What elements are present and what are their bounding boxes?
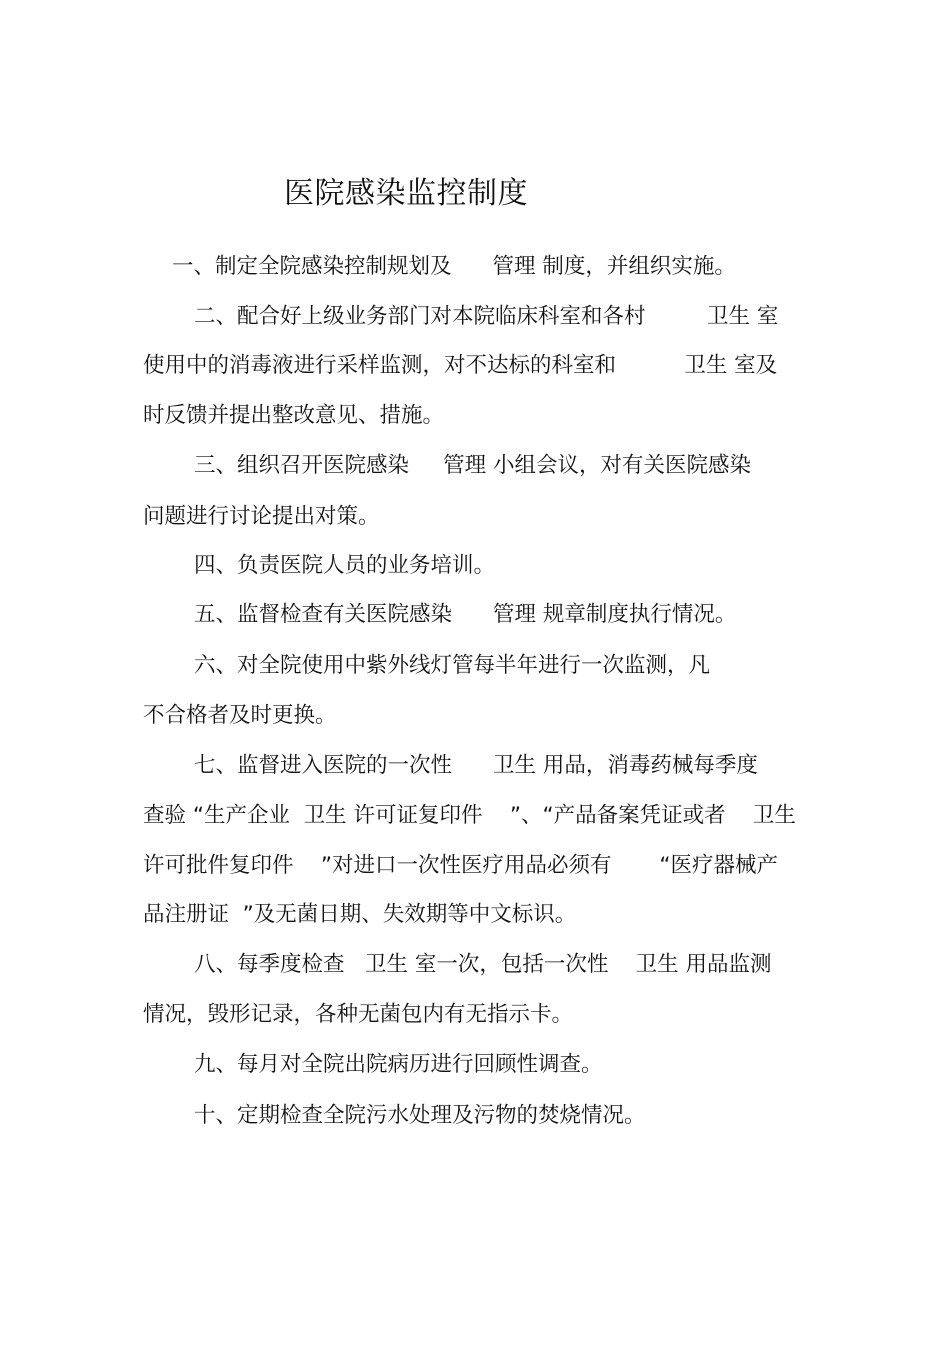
- paragraph-line: 八、每季度检查 卫生 室一次，包括一次性 卫生 用品监测: [194, 952, 772, 977]
- paragraph-line: 不合格者及时更换。: [143, 703, 337, 728]
- paragraph-line: 二、配合好上级业务部门对本院临床科室和各村 卫生 室: [194, 304, 779, 329]
- paragraph-line: 使用中的消毒液进行采样监测，对不达标的科室和 卫生 室及: [143, 353, 778, 378]
- paragraph-line: 情况，毁形记录，各种无菌包内有无指示卡。: [143, 1002, 574, 1027]
- paragraph-line: 问题进行讨论提出对策。: [143, 504, 380, 529]
- paragraph-line: 一、制定全院感染控制规划及 管理 制度，并组织实施。: [172, 254, 736, 279]
- paragraph-line: 品注册证 ”及无菌日期、失效期等中文标识。: [143, 902, 577, 927]
- paragraph-line: 六、对全院使用中紫外线灯管每半年进行一次监测，凡: [194, 653, 711, 678]
- paragraph-line: 十、定期检查全院污水处理及污物的焚烧情况。: [194, 1103, 646, 1128]
- document-title: 医院感染监控制度: [284, 176, 528, 211]
- paragraph-line: 七、监督进入医院的一次性 卫生 用品，消毒药械每季度: [194, 753, 758, 778]
- paragraph-line: 三、组织召开医院感染 管理 小组会议，对有关医院感染: [194, 453, 752, 478]
- paragraph-line: 五、监督检查有关医院感染 管理 规章制度执行情况。: [194, 602, 737, 627]
- paragraph-line: 许可批件复印件 ”对进口一次性医疗用品必须有 “医疗器械产: [143, 853, 778, 878]
- paragraph-line: 查验 “生产企业 卫生 许可证复印件 ”、“产品备案凭证或者 卫生: [143, 803, 796, 828]
- paragraph-line: 九、每月对全院出院病历进行回顾性调查。: [194, 1052, 603, 1077]
- paragraph-line: 四、负责医院人员的业务培训。: [194, 553, 496, 578]
- paragraph-line: 时反馈并提出整改意见、措施。: [143, 403, 445, 428]
